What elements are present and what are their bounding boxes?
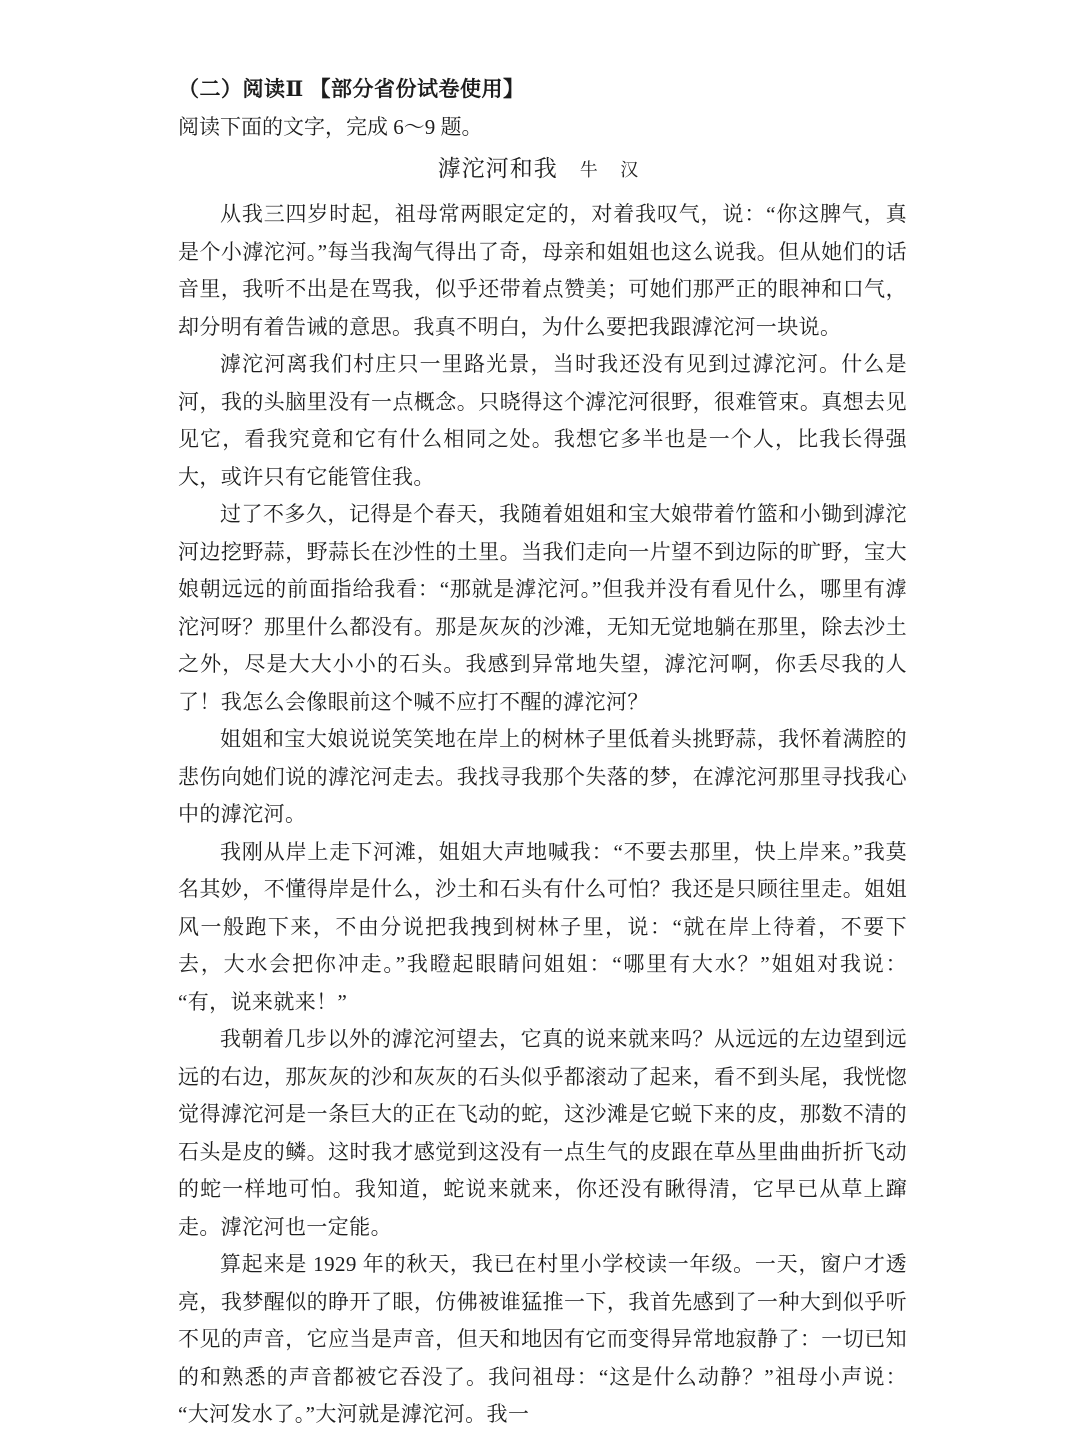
article-paragraph: 过了不多久，记得是个春天，我随着姐姐和宝大娘带着竹篮和小锄到滹沱河边挖野蒜，野蒜长在沙性的土里。当我们走向一片望不到边际的旷野，宝大娘朝远远的前面指给我看：“那就是滹沱河。”但我并没有看见什么，哪里有滹沱河呀？那里什么都没有。那是灰灰的沙滩，无知无觉地躺在那里，除去沙土之外，尽是大大小小的石头。我感到异常地失望，滹沱河啊，你丢尽我的人了！我怎么会像眼前这个喊不应打不醒的滹沱河？ [178,502,907,714]
article-paragraph: 我朝着几步以外的滹沱河望去，它真的说来就来吗？从远远的左边望到远远的右边，那灰灰的沙和灰灰的石头似乎都滚动了起来，看不到头尾，我恍惚觉得滹沱河是一条巨大的正在飞动的蛇，这沙滩是它蜕下来的皮，那数不清的石头是皮的鳞。这时我才感觉到这没有一点生气的皮跟在草丛里曲曲折折飞动的蛇一样地可怕。我知道，蛇说来就来，你还没有瞅得清，它早已从草上蹿走。滹沱河也一定能。 [178,1027,907,1239]
article-paragraph: 算起来是 1929 年的秋天，我已在村里小学校读一年级。一天，窗户才透亮，我梦醒似的睁开了眼，仿佛被谁猛推一下，我首先感到了一种大到似乎听不见的声音，它应当是声音，但天和地因有它而变得异常地寂静了：一切已知的和熟悉的声音都被它吞没了。我问祖母：“这是什么动静？”祖母小声说：“大河发水了。”大河就是滹沱河。我一 [178,1252,907,1426]
reading-instruction: 阅读下面的文字，完成 6～9 题。 [178,115,483,139]
article-body [178,196,907,1434]
article-author: 牛 汉 [579,160,648,180]
article-title: 滹沱河和我 [437,156,558,181]
article-paragraph: 从我三四岁时起，祖母常两眼定定的，对着我叹气，说：“你这脾气，真是个小滹沱河。”每当我淘气得出了奇，母亲和姐姐也这么说我。但从她们的话音里，我听不出是在骂我，似乎还带着点赞美；可她们那严正的眼神和口气，却分明有着告诫的意思。我真不明白，为什么要把我跟滹沱河一块说。 [178,202,907,339]
article-paragraph: 姐姐和宝大娘说说笑笑地在岸上的树林子里低着头挑野蒜，我怀着满腔的悲伤向她们说的滹沱河走去。我找寻我那个失落的梦，在滹沱河那里寻找我心中的滹沱河。 [178,727,907,826]
article-paragraph: 我刚从岸上走下河滩，姐姐大声地喊我：“不要去那里，快上岸来。”我莫名其妙，不懂得岸是什么，沙土和石头有什么可怕？我还是只顾往里走。姐姐风一般跑下来，不由分说把我拽到树林子里，说：“就在岸上待着，不要下去，大水会把你冲走。”我瞪起眼睛问姐姐：“哪里有大水？”姐姐对我说：“有，说来就来！” [178,839,907,1014]
section-heading: （二）阅读Ⅱ 【部分省份试卷使用】 [178,77,525,101]
article-title-row [178,154,907,187]
article-paragraph: 滹沱河离我们村庄只一里路光景，当时我还没有见到过滹沱河。什么是河，我的头脑里没有一点概念。只晓得这个滹沱河很野，很难管束。真想去见见它，看我究竟和它有什么相同之处。我想它多半也是一个人，比我长得强大，或许只有它能管住我。 [178,352,907,489]
